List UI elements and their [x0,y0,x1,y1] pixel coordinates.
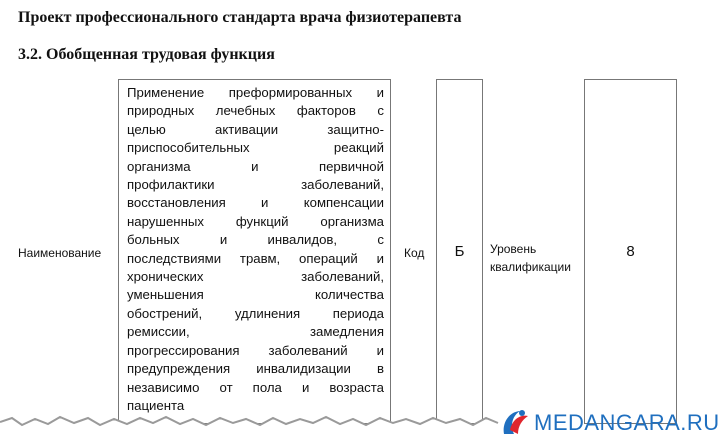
description-line: природных лечебных факторов с [127,103,384,119]
code-label: Код [404,246,425,260]
code-cell [436,79,483,424]
code-value: Б [454,243,465,260]
description-line: пациента [127,397,185,413]
description-line: целью активации защитно- [127,121,384,137]
logo-text: MEDANGARA.RU [534,410,720,435]
description-line: независимо от пола и возраста [127,379,384,395]
description-line: профилактики заболеваний, [127,177,384,193]
section-heading: 3.2. Обобщенная трудовая функция [18,46,275,63]
description-line: восстановления и компенсации [127,195,384,211]
qualification-level-cell [584,79,677,424]
description-line: прогрессирования заболеваний и [127,342,384,358]
description-line: уменьшения количества [127,287,384,303]
description-line: хронических заболеваний, [127,269,384,285]
description-line: больных и инвалидов, с [127,232,384,248]
qualification-level-value: 8 [626,243,635,260]
qualification-level-label: Уровень квалификации [490,242,571,274]
medangara-logo-icon [498,406,532,440]
document-title: Проект профессионального стандарта врача физиотерапевта [18,9,462,26]
description-line: обострений, удлинения периода [127,305,384,321]
description-text [127,84,384,415]
description-line: организма и первичной [127,158,384,174]
description-line: ремиссии, замедления [127,324,384,340]
description-cell [118,79,391,424]
description-line: нарушенных функций организма [127,213,384,229]
description-line: последствиями травм, операций и [127,250,384,266]
description-line: предупреждения инвалидизации в [127,361,384,377]
name-label: Наименование [18,246,102,260]
medangara-logo [498,406,720,442]
description-line: Применение преформированных и [127,85,384,100]
description-line: приспособительных реакций [127,140,384,156]
